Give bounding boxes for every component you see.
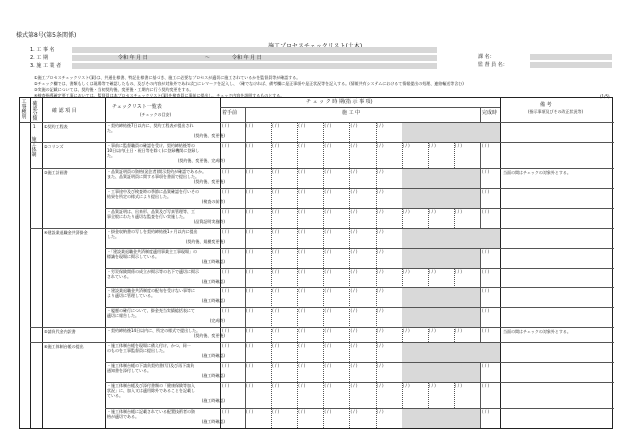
check-during[interactable]: ( / ) bbox=[272, 288, 280, 294]
col-checklist-title: チェックリスト一覧表 bbox=[112, 104, 162, 110]
check-during[interactable]: ( / ) bbox=[324, 363, 332, 369]
checklist-text bbox=[107, 383, 225, 403]
shaded-cell bbox=[402, 287, 480, 307]
page-number: (1/5) bbox=[600, 94, 610, 99]
col-classification: 確認分類 bbox=[32, 101, 38, 122]
check-during[interactable]: ( / ) bbox=[298, 288, 306, 294]
check-during[interactable]: ( / ) bbox=[298, 188, 306, 194]
checklist-timing: (契約後、変更後) bbox=[193, 133, 225, 138]
checklist-line: ・掛金収納書の写しを契約締結後1ヶ月以内に提出 bbox=[107, 228, 198, 234]
timing-header-divider bbox=[220, 107, 500, 108]
check-during[interactable]: ( / ) bbox=[246, 409, 254, 415]
row-number: 1 bbox=[33, 124, 36, 129]
checklist-text bbox=[107, 343, 225, 358]
check-during[interactable]: ( / ) bbox=[246, 248, 254, 254]
check-during[interactable]: ( / ) bbox=[376, 288, 384, 294]
checklist-line: した。 bbox=[107, 233, 119, 239]
check-item: ④建設業退職金共済掛金 bbox=[44, 229, 88, 235]
checklist-line: ・品質証明は、出来形、品質及び写真管理等、工 bbox=[107, 208, 195, 214]
checklist-line: のものを工事監督員に提出した。 bbox=[107, 348, 167, 354]
check-during[interactable]: ( / ) bbox=[454, 382, 462, 388]
check-during[interactable]: ( / ) bbox=[376, 363, 384, 369]
check-during[interactable]: ( / ) bbox=[350, 123, 358, 128]
check-during[interactable]: ( / ) bbox=[376, 308, 384, 314]
check-during[interactable]: ( / ) bbox=[324, 123, 332, 128]
check-during[interactable]: ( / ) bbox=[246, 363, 254, 369]
checklist-line: ・労災保険関係の成立が掲示等の名下で適切に掲示 bbox=[107, 268, 199, 274]
check-during[interactable]: ( / ) bbox=[402, 328, 410, 334]
check-complete[interactable]: ( / ) bbox=[482, 142, 490, 148]
check-during[interactable]: ( / ) bbox=[376, 382, 384, 388]
section-label: 課 名： bbox=[478, 54, 495, 60]
check-during[interactable]: ( / ) bbox=[272, 409, 280, 415]
check-during[interactable]: ( / ) bbox=[350, 409, 358, 415]
checklist-line: 状況」に、加入又は適用除外であることを記載し bbox=[107, 387, 195, 393]
check-before[interactable]: ( / ) bbox=[222, 409, 230, 415]
note-3: ③実施の記載については、契約後・当初契約後、変更後・工期内に行う契約変更をする。 bbox=[34, 87, 194, 92]
checklist-timing: (検査の前等) bbox=[201, 198, 225, 204]
check-during[interactable]: ( / ) bbox=[454, 328, 462, 334]
checklist-table bbox=[19, 97, 613, 429]
check-during[interactable]: ( / ) bbox=[298, 123, 306, 128]
check-during[interactable]: ( / ) bbox=[272, 123, 280, 128]
column-divider bbox=[105, 98, 106, 428]
check-during[interactable]: ( / ) bbox=[454, 268, 462, 274]
check-during[interactable]: ( / ) bbox=[272, 328, 280, 334]
contractor-field[interactable] bbox=[72, 63, 437, 69]
check-during[interactable]: ( / ) bbox=[376, 188, 384, 194]
check-during[interactable]: ( / ) bbox=[298, 363, 306, 369]
check-during[interactable]: ( / ) bbox=[272, 188, 280, 194]
checklist-text bbox=[107, 209, 225, 224]
col-check-type: 工事種別 bbox=[21, 99, 27, 120]
check-during[interactable]: ( / ) bbox=[376, 142, 384, 148]
check-before[interactable]: ( / ) bbox=[222, 382, 230, 388]
check-during[interactable]: ( / ) bbox=[298, 142, 306, 148]
check-during[interactable]: ( / ) bbox=[402, 208, 410, 214]
column-divider bbox=[30, 98, 31, 428]
check-during[interactable]: ( / ) bbox=[376, 328, 384, 334]
check-during[interactable]: ( / ) bbox=[376, 169, 384, 175]
column-divider bbox=[42, 98, 43, 428]
check-during[interactable]: ( / ) bbox=[246, 382, 254, 388]
check-during[interactable]: ( / ) bbox=[298, 169, 306, 175]
checklist-timing: (完成時) bbox=[209, 318, 225, 324]
start-date: 令和 年 月 日 bbox=[118, 55, 148, 61]
checklist-timing: (施工時確認) bbox=[201, 397, 225, 403]
supervisor-field[interactable] bbox=[530, 62, 612, 68]
checklist-timing: (契約後、変更後) bbox=[193, 333, 225, 339]
check-before[interactable]: ( / ) bbox=[222, 308, 230, 314]
checklist-line: ・建設業退職金共済制度の配布を受けない事等に bbox=[107, 288, 195, 294]
check-during[interactable]: ( / ) bbox=[272, 363, 280, 369]
check-before[interactable]: ( / ) bbox=[222, 208, 230, 214]
checklist-line: 10日以内(土日・祝日等を除く)に登録機関に登録し bbox=[107, 147, 200, 153]
check-during[interactable]: ( / ) bbox=[324, 248, 332, 254]
check-during[interactable]: ( / ) bbox=[350, 328, 358, 334]
checklist-timing: (施工時確認) bbox=[201, 353, 225, 359]
check-during[interactable]: ( / ) bbox=[324, 228, 332, 234]
check-during[interactable]: ( / ) bbox=[246, 328, 254, 334]
check-during[interactable]: ( / ) bbox=[350, 188, 358, 194]
col-checklist-sub: (チェックの目安) bbox=[140, 112, 172, 117]
check-during[interactable]: ( / ) bbox=[350, 228, 358, 234]
check-complete[interactable]: ( / ) bbox=[482, 268, 490, 274]
check-during[interactable]: ( / ) bbox=[298, 228, 306, 234]
shaded-cell bbox=[402, 122, 480, 142]
check-during[interactable]: ( / ) bbox=[454, 208, 462, 214]
column-divider bbox=[500, 98, 501, 428]
check-complete[interactable]: ( / ) bbox=[482, 328, 490, 334]
col-item: 確 認 項 目 bbox=[52, 108, 77, 114]
check-complete[interactable]: ( / ) bbox=[482, 363, 490, 369]
check-during[interactable]: ( / ) bbox=[324, 328, 332, 334]
check-during[interactable]: ( / ) bbox=[324, 288, 332, 294]
checklist-timing: (契約後、規模変更後) bbox=[185, 238, 225, 244]
check-before[interactable]: ( / ) bbox=[222, 248, 230, 254]
check-during[interactable]: ( / ) bbox=[376, 248, 384, 254]
check-item: ⑥施工体制台帳の提出 bbox=[44, 344, 84, 350]
check-during[interactable]: ( / ) bbox=[272, 248, 280, 254]
check-during[interactable]: ( / ) bbox=[324, 142, 332, 148]
shaded-cell bbox=[402, 248, 480, 268]
note-2: ②チェック欄では、書類もしくは現場等で確認したもの、及びその内容が対象外であれば□にレマークを記入し、（確でなければ、備考欄に是正事項や是正状況等を記入する。(情報共有システムにおけるて情報提出の処理、連絡輸送等含む) bbox=[34, 81, 464, 86]
shaded-cell bbox=[480, 228, 500, 248]
checklist-text bbox=[107, 269, 225, 284]
shaded-cell bbox=[402, 408, 480, 428]
check-during[interactable]: ( / ) bbox=[324, 268, 332, 274]
supervisor-label: 監 督 員 名： bbox=[478, 62, 508, 68]
check-during[interactable]: ( / ) bbox=[402, 268, 410, 274]
shaded-cell bbox=[402, 168, 480, 188]
check-during[interactable]: ( / ) bbox=[376, 123, 384, 128]
check-during[interactable]: ( / ) bbox=[402, 142, 410, 148]
check-during[interactable]: ( / ) bbox=[298, 208, 306, 214]
col-timing: チ ェ ッ ク 時 期(指 示 事 項) bbox=[306, 99, 373, 105]
check-item: ①契約工程表 bbox=[44, 124, 68, 129]
check-before[interactable]: ( / ) bbox=[222, 169, 230, 175]
checklist-line: ・品質証明員の資格(発注者)開示契約が確認であるか。 bbox=[107, 169, 207, 175]
check-during[interactable]: ( / ) bbox=[272, 268, 280, 274]
section-field[interactable] bbox=[530, 54, 612, 60]
check-during[interactable]: ( / ) bbox=[324, 409, 332, 415]
check-during[interactable]: ( / ) bbox=[298, 343, 306, 349]
check-during[interactable]: ( / ) bbox=[350, 308, 358, 314]
check-complete[interactable]: ( / ) bbox=[482, 288, 490, 294]
check-complete[interactable]: ( / ) bbox=[482, 248, 490, 254]
shaded-cell bbox=[402, 188, 480, 208]
check-during[interactable]: ( / ) bbox=[246, 343, 254, 349]
check-before[interactable]: ( / ) bbox=[222, 188, 230, 194]
checklist-line: 結果を所定の様式により提出した。 bbox=[107, 193, 171, 199]
checklist-timing: (施工時確認) bbox=[201, 278, 225, 284]
check-during[interactable]: ( / ) bbox=[350, 363, 358, 369]
check-item: ②コリンズ bbox=[44, 143, 64, 149]
check-during[interactable]: ( / ) bbox=[246, 228, 254, 234]
shaded-cell bbox=[480, 342, 500, 362]
col-complete: 完成時 bbox=[482, 110, 498, 116]
shaded-cell bbox=[480, 122, 500, 142]
checklist-text bbox=[107, 169, 225, 184]
col-before: 着手前 bbox=[222, 110, 238, 116]
contractor-label: 3. 施 工 業 者 bbox=[30, 63, 62, 69]
check-before[interactable]: ( / ) bbox=[222, 328, 230, 334]
shaded-cell bbox=[402, 307, 480, 327]
check-during[interactable]: ( / ) bbox=[350, 343, 358, 349]
checklist-text bbox=[107, 143, 225, 163]
check-during[interactable]: ( / ) bbox=[428, 142, 436, 148]
check-during[interactable]: ( / ) bbox=[428, 268, 436, 274]
checklist-text bbox=[107, 249, 225, 264]
remark-text: 当面の間はチェックの対象外とする。 bbox=[503, 329, 571, 335]
checklist-line: た。 bbox=[107, 152, 115, 158]
check-during[interactable]: ( / ) bbox=[272, 228, 280, 234]
check-during[interactable]: ( / ) bbox=[246, 308, 254, 314]
check-complete[interactable]: ( / ) bbox=[482, 188, 490, 194]
check-before[interactable]: ( / ) bbox=[222, 268, 230, 274]
checklist-text bbox=[107, 363, 225, 378]
date-tilde: 〜 bbox=[205, 55, 211, 61]
checklist-line: ・契約締結後7日以内に、契約工程表が提出され bbox=[107, 123, 194, 128]
checklist-line: また、品質証明員に関する事項を書面で提出した。 bbox=[107, 174, 199, 180]
check-during[interactable]: ( / ) bbox=[350, 248, 358, 254]
check-during[interactable]: ( / ) bbox=[350, 288, 358, 294]
checklist-line: ・履歴の確行について、掛金充当実績総括表にて bbox=[107, 308, 195, 314]
check-during[interactable]: ( / ) bbox=[272, 343, 280, 349]
checklist-line: た。 bbox=[107, 128, 115, 133]
check-during[interactable]: ( / ) bbox=[350, 382, 358, 388]
notes bbox=[34, 75, 554, 99]
check-during[interactable]: ( / ) bbox=[246, 123, 254, 128]
check-during[interactable]: ( / ) bbox=[454, 142, 462, 148]
col-remarks: 備 考 bbox=[540, 102, 552, 108]
col-during: 施 工 中 bbox=[342, 110, 361, 116]
check-during[interactable]: ( / ) bbox=[272, 142, 280, 148]
checklist-line: 通知書を添付している。 bbox=[107, 368, 151, 374]
shaded-cell bbox=[402, 342, 480, 362]
check-complete[interactable]: ( / ) bbox=[482, 308, 490, 314]
checklist-timing: (契約後、変更後) bbox=[193, 179, 225, 185]
checklist-line: ・「建設業退職金共済制度適用事業主工事現場」の bbox=[107, 248, 197, 254]
checklist-line: 格が適切である。 bbox=[107, 414, 139, 420]
remark-text: 当面の間はチェックの対象外とする。 bbox=[503, 170, 571, 176]
project-name-label: 1. 工 事 名 bbox=[30, 47, 55, 53]
checklist-timing: (施工時確認) bbox=[201, 298, 225, 304]
checklist-timing: (契約後、変更後、完成時) bbox=[177, 157, 225, 163]
checklist-line: ・施工体制台帳を現場に備え付け、かつ、同一 bbox=[107, 343, 191, 349]
checklist-text bbox=[107, 308, 225, 323]
check-before[interactable]: ( / ) bbox=[222, 142, 230, 148]
checklist-text bbox=[107, 409, 225, 424]
check-during[interactable]: ( / ) bbox=[298, 248, 306, 254]
check-item: ③施工計画書 bbox=[44, 170, 68, 176]
checklist-text bbox=[107, 328, 225, 338]
check-during[interactable]: ( / ) bbox=[324, 343, 332, 349]
check-during[interactable]: ( / ) bbox=[376, 208, 384, 214]
check-during[interactable]: ( / ) bbox=[350, 268, 358, 274]
check-during[interactable]: ( / ) bbox=[428, 208, 436, 214]
check-during[interactable]: ( / ) bbox=[246, 268, 254, 274]
checklist-text bbox=[107, 123, 225, 138]
check-before[interactable]: ( / ) bbox=[222, 288, 230, 294]
project-period-label: 2. 工 期 bbox=[30, 55, 48, 61]
check-item: ⑤請負代金内訳書 bbox=[44, 329, 76, 335]
check-during[interactable]: ( / ) bbox=[246, 288, 254, 294]
check-during[interactable]: ( / ) bbox=[324, 188, 332, 194]
check-during[interactable]: ( / ) bbox=[428, 382, 436, 388]
checklist-timing: (施工時確認) bbox=[201, 258, 225, 264]
check-during[interactable]: ( / ) bbox=[324, 208, 332, 214]
check-before[interactable]: ( / ) bbox=[222, 228, 230, 234]
check-during[interactable]: ( / ) bbox=[376, 343, 384, 349]
checklist-line: より適切に管理している。 bbox=[107, 293, 155, 299]
checklist-line: 標識を現場に掲示している。 bbox=[107, 253, 159, 259]
project-name-field[interactable] bbox=[72, 47, 437, 53]
checklist-text bbox=[107, 189, 225, 204]
check-during[interactable]: ( / ) bbox=[350, 208, 358, 214]
check-during[interactable]: ( / ) bbox=[246, 142, 254, 148]
check-during[interactable]: ( / ) bbox=[350, 142, 358, 148]
note-1: ①施工プロセスチェックリスト(案)は、共通仕様書、特記仕様書に基づき、施工に必要なプロセスが適切に施工されているかを監督員等が確認する。 bbox=[34, 75, 301, 80]
section-vertical: 施工体制 bbox=[31, 137, 37, 158]
col-remarks-sub: (指示事項及びその改正状況等) bbox=[528, 109, 584, 114]
end-date: 令和 年 月 日 bbox=[232, 55, 262, 61]
check-during[interactable]: ( / ) bbox=[272, 169, 280, 175]
check-during[interactable]: ( / ) bbox=[272, 382, 280, 388]
check-complete[interactable]: ( / ) bbox=[482, 382, 490, 388]
checklist-line: 適切に報告した。 bbox=[107, 313, 139, 319]
check-complete[interactable]: ( / ) bbox=[482, 169, 490, 175]
check-during[interactable]: ( / ) bbox=[324, 382, 332, 388]
check-before[interactable]: ( / ) bbox=[222, 123, 230, 128]
check-during[interactable]: ( / ) bbox=[298, 409, 306, 415]
check-complete[interactable]: ( / ) bbox=[482, 409, 490, 415]
check-during[interactable]: ( / ) bbox=[298, 328, 306, 334]
checklist-timing: (施工時確認) bbox=[201, 373, 225, 379]
check-during[interactable]: ( / ) bbox=[246, 188, 254, 194]
check-before[interactable]: ( / ) bbox=[222, 343, 230, 349]
check-before[interactable]: ( / ) bbox=[222, 363, 230, 369]
checklist-line: ている。 bbox=[107, 392, 123, 398]
check-during[interactable]: ( / ) bbox=[324, 308, 332, 314]
checklist-timing: (施工時確認) bbox=[201, 419, 225, 425]
checklist-line: ・施工体制台帳の下請負契約書(写)及び再下請負 bbox=[107, 363, 195, 369]
checklist-text bbox=[107, 229, 225, 244]
check-during[interactable]: ( / ) bbox=[350, 169, 358, 175]
checklist-line: ・施工体制台帳に記載されている配置技術者の資 bbox=[107, 409, 195, 415]
check-during[interactable]: ( / ) bbox=[324, 169, 332, 175]
shaded-cell bbox=[402, 362, 480, 382]
check-during[interactable]: ( / ) bbox=[298, 382, 306, 388]
check-during[interactable]: ( / ) bbox=[376, 228, 384, 234]
check-during[interactable]: ( / ) bbox=[376, 409, 384, 415]
check-during[interactable]: ( / ) bbox=[402, 382, 410, 388]
check-during[interactable]: ( / ) bbox=[298, 268, 306, 274]
checklist-line: ・工事途中及び検査時の季節に品質確認を行いその bbox=[107, 188, 199, 194]
check-during[interactable]: ( / ) bbox=[246, 169, 254, 175]
checklist-line: ・施工体制台帳及び添付書類の「健康保険等加入 bbox=[107, 382, 195, 388]
check-during[interactable]: ( / ) bbox=[272, 308, 280, 314]
check-during[interactable]: ( / ) bbox=[428, 328, 436, 334]
check-during[interactable]: ( / ) bbox=[272, 208, 280, 214]
checklist-line: ・事前に監督職員の確認を受け、契約締結後等の bbox=[107, 142, 195, 148]
check-complete[interactable]: ( / ) bbox=[482, 208, 490, 214]
checklist-timing: (品質証明実施時) bbox=[193, 218, 225, 224]
checklist-text bbox=[107, 288, 225, 303]
checklist-line: ・契約締結後14日以内に、所定の様式で提出した。 bbox=[107, 328, 201, 334]
checklist-line: されている。 bbox=[107, 273, 131, 279]
check-during[interactable]: ( / ) bbox=[298, 308, 306, 314]
check-during[interactable]: ( / ) bbox=[376, 268, 384, 274]
form-number: 様式第8号(第5条関係) bbox=[16, 32, 77, 39]
checklist-line: 事全般にわたり適切な監査を行い実施した。 bbox=[107, 213, 187, 219]
check-during[interactable]: ( / ) bbox=[246, 208, 254, 214]
note-4: ④検査指導確定要工事においては、監督員は本プロセスチェックリスト(案)を検査員に事前に提出し、チェック内容を説明するものとする。 bbox=[34, 93, 285, 98]
shaded-cell bbox=[402, 228, 480, 248]
